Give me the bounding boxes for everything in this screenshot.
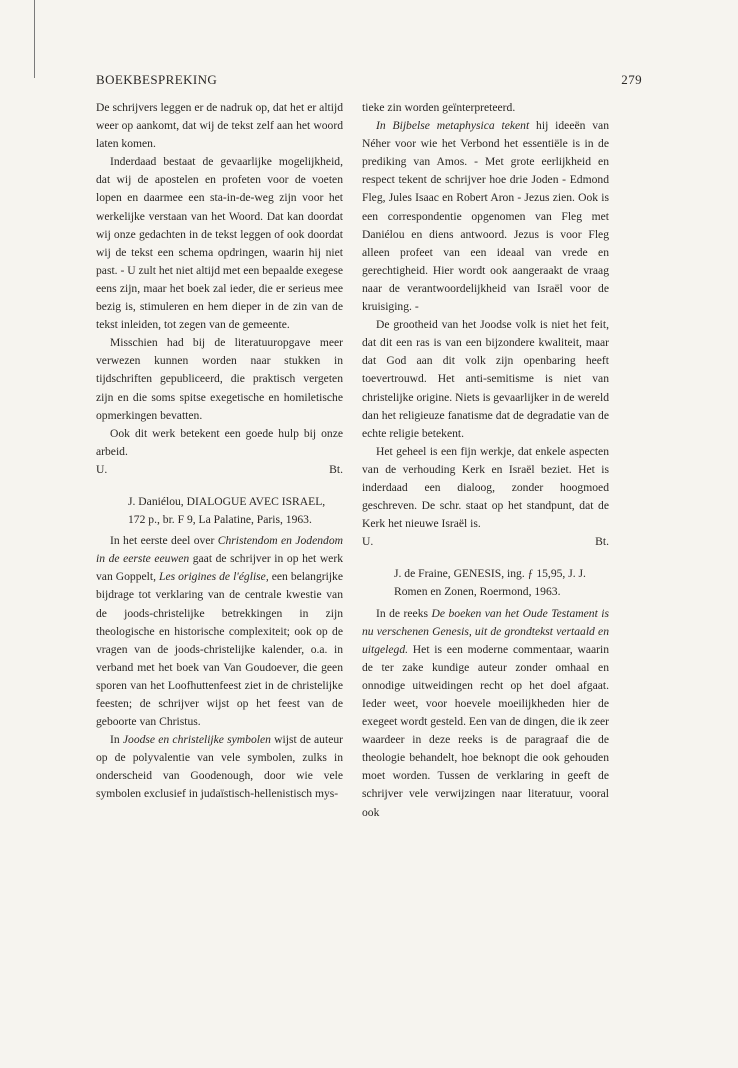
paragraph: Ook dit werk betekent een goede hulp bij onze arbeid. xyxy=(96,426,343,458)
chapter-title: In Bijbelse metaphysica tekent xyxy=(376,119,530,133)
page-number: 279 xyxy=(621,72,642,87)
paragraph: Inderdaad bestaat de gevaarlijke mogelijkheid, dat wij de apostelen en profeten voor de voeten lopen en daarmee een sta-in-de-weg zijn voor het werkelijke verstaan van het Woord. Dat kan doordat wij onze gedachten in de tekst leggen of ook doordat wij de tekst een schema opdringen, waarin hij niet past. - U zult het niet altijd met een bepaalde exegese eens zijn, maar het boek zal ieder, die er serieus mee bezig is, stimuleren en hem dieper in de zin van de tekst inleiden, tot zegen van de gemeente. xyxy=(96,155,343,332)
paragraph: De schrijvers leggen er de nadruk op, dat het er altijd weer op aankomt, dat wij de tekst zelf aan het woord laten komen. xyxy=(96,101,343,151)
signature-reviewer: Bt. xyxy=(595,535,609,549)
paragraph: De grootheid van het Joodse volk is niet het feit, dat dit een ras is van een bijzondere kwaliteit, maar dat God aan dit volk zijn openbaring heeft toevertrouwd. Het anti-semitisme is niet van christelijke origine. Niets is gevaarlijker in de wereld dan het religieuze fanatisme dat de degradatie van de echte religie betekent. xyxy=(362,318,609,440)
running-title: BOEKBESPREKING xyxy=(96,72,218,87)
review-signature xyxy=(96,461,343,479)
left-column xyxy=(96,99,343,804)
review-signature xyxy=(362,533,609,551)
paragraph: In het eerste deel over Christendom en Jodendom in de eerste eeuwen gaat de schrijver in op het werk van Goppelt, Les origines de l'église, een belangrijke bijdrage tot verklaring van de centrale kwestie van de joods-christelijke betrekkingen in zijn theologische en historische complexiteit; ook op de vragen van de joods-christelijke kalender, o.a. in verband met het boek van Van Goudoever, die geen sporen van het Loofhuttenfeest ziet in de christelijke feesten; de schrijver wijst op het feest van de geboorte van Christus. xyxy=(96,534,343,729)
signature-initial: U. xyxy=(96,462,108,476)
signature-initial: U. xyxy=(362,535,374,549)
signature-reviewer: Bt. xyxy=(329,462,343,476)
chapter-title: Joodse en christelijke symbolen xyxy=(122,733,271,747)
paragraph: In de reeks De boeken van het Oude Testament is nu verschenen Genesis, uit de grondtekst vertaald en uitgelegd. Het is een moderne commentaar, waarin de ter zake kundige auteur zonder omhaal en onnodige uitweidingen recht op het doel afgaat. Ieder weet, voor hoevele moeilijkheden hier de exegeet wordt gesteld. Een van de dingen, die ik zeer waardeer in deze reeks is de paragraaf die de theologie behandelt, hoe beknopt die ook gehouden moet worden. Tussen de verklaring in geeft de schrijver vele verwijzingen naar literatuur, vooral ook xyxy=(362,606,609,819)
running-header xyxy=(96,72,642,90)
paragraph: Misschien had bij de literatuuropgave meer verwezen kunnen worden naar stukken in tijdschriften gepubliceerd, die praktisch vergeten zijn en die soms spitse exegetische en homiletische opmerkingen bevatten. xyxy=(96,336,343,422)
right-column xyxy=(362,99,609,822)
book-title: Les origines de l'église, xyxy=(159,570,269,584)
book-reference: J. de Fraine, GENESIS, ing. ƒ 15,95, J. J. Romen en Zonen, Roermond, 1963. xyxy=(394,567,586,599)
paragraph: Het geheel is een fijn werkje, dat enkele aspecten van de verhouding Kerk en Israël beziet. Het is inderdaad een dialoog, zonder hoogmoed geschreven. De schr. staat op het standpunt, dat de Kerk het nieuwe Israël is. xyxy=(362,444,609,531)
paragraph: tieke zin worden geïnterpreteerd. xyxy=(362,101,516,114)
paragraph: In Bijbelse metaphysica tekent hij ideeën van Néher voor wie het Verbond het essentiële is in de prediking van Amos. - Met grote eerlijkheid en respect tekent de schrijver hoe drie Joden - Edmond Fleg, Jules Isaac en Robert Aron - Jezus zien. Ook is een correspondentie opgenomen van Fleg met Daniélou en diens antwoord. Jezus is voor Fleg alleen profeet van een ideaal van vrede en gerechtigheid. Hier wordt ook aangeraakt de vraag naar de verantwoordelijkheid van Israël voor de kruisiging. - xyxy=(362,119,609,314)
book-title: Christendom en Jodendom in de eerste eeuwen xyxy=(96,534,343,566)
series-title: De boeken van het Oude Testament is nu verschenen Genesis, uit de grondtekst vertaald en uitgelegd. xyxy=(362,606,609,656)
paragraph: In Joodse en christelijke symbolen wijst de auteur op de polyvalentie van vele symbolen, zulks in onderscheid van Goodenough, door wie vele symbolen exclusief in judaïstisch-hellenistisch mys- xyxy=(96,733,344,801)
page-edge-line xyxy=(34,0,35,78)
book-reference: J. Daniélou, DIALOGUE AVEC ISRAEL, 172 p., br. F 9, La Palatine, Paris, 1963. xyxy=(128,494,326,527)
